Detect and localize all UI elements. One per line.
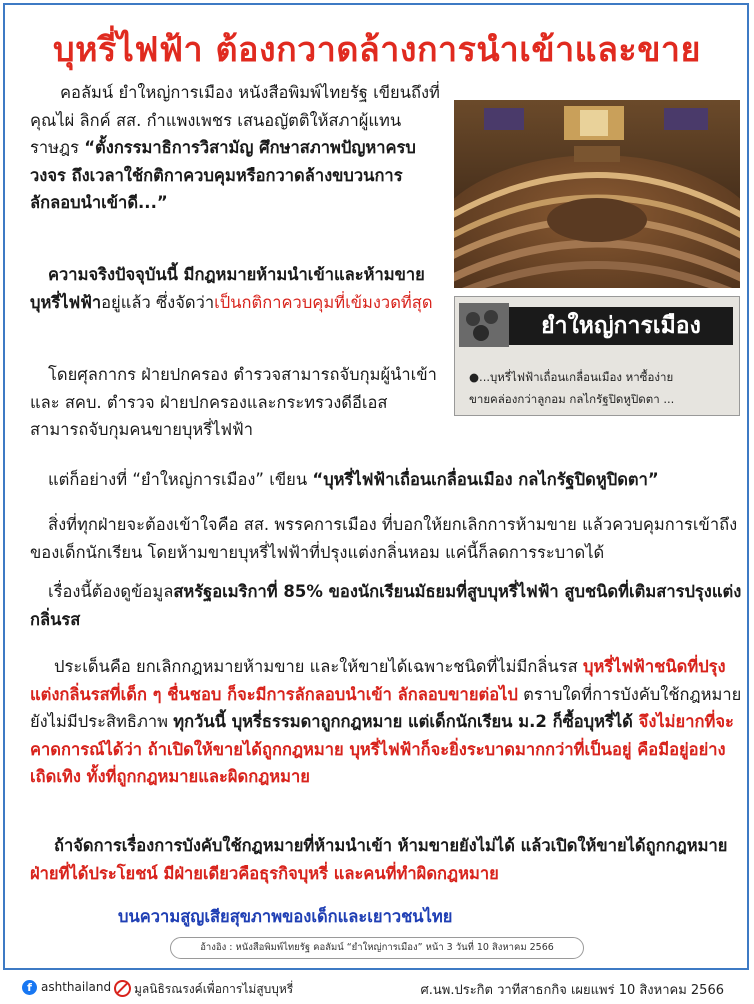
parliament-photo [454, 100, 740, 288]
paragraph-2 [30, 261, 442, 316]
no-smoking-icon [114, 980, 131, 997]
paragraph-4-text: แต่ก็อย่างที่ “ยำใหญ่การเมือง” เขียน [48, 470, 313, 489]
footer [0, 972, 754, 1004]
paragraph-7-text-a: ประเด็นคือ ยกเลิกกฎหมายห้ามขาย และให้ขายได้เฉพาะชนิดที่ไม่มีกลิ่นรส [54, 657, 583, 676]
paragraph-7-text-b: ตราบใดที่การบังคับใช้กฎหมายยังไม่มีประสิทธิภาพ [30, 684, 742, 731]
paragraph-3: โดยศุลกากร ฝ่ายปกครอง ตำรวจสามารถจับกุมผู้นำเข้า และ สคบ. ตำรวจ ฝ่ายปกครองและกระทรวงดีอีเอส สามารถจับกุมคนขายบุหรี่ไฟฟ้า [30, 365, 437, 439]
foundation-name: มูลนิธิรณรงค์เพื่อการไม่สูบบุหรี่ [134, 982, 294, 996]
paragraph-7-bold: ทุกวันนี้ บุหรี่ธรรมดาถูกกฎหมาย แต่เด็กนักเรียน ม.2 ก็ซื้อบุหรี่ได้ [173, 712, 633, 731]
paragraph-1 [30, 79, 442, 217]
paragraph-7-emphasis-a: บุหรี่ไฟฟ้าชนิดที่ปรุงแต่งกลิ่นรสที่เด็ก ๆ ชื่นชอบ ก็จะมีการลักลอบนำเข้า ลักลอบขายต่อไป [30, 657, 726, 704]
facebook-handle[interactable]: ashthailand [41, 980, 112, 994]
paragraph-6-stat: สหรัฐอเมริกาที่ 85% ของนักเรียนมัธยมที่สูบบุหรี่ไฟฟ้า สูบชนิดที่เติมสารปรุงแต่งกลิ่นรส [30, 582, 742, 629]
paragraph-8 [30, 832, 742, 887]
paragraph-1-text: คอลัมน์ ยำใหญ่การเมือง หนังสือพิมพ์ไทยรัฐ เขียนถึงที่คุณไผ่ ลิกค์ สส. กำแพงเพชร เสนอญัตติให้สภาผู้แทนราษฎร [30, 83, 440, 157]
paragraph-2-emphasis: เป็นกติกาควบคุมที่เข้มงวดที่สุด [214, 292, 433, 312]
article-title: บุหรี่ไฟฟ้า ต้องกวาดล้างการนำเข้าและขาย [53, 30, 701, 70]
paragraph-8-text: ถ้าจัดการเรื่องการบังคับใช้กฎหมายที่ห้ามนำเข้า ห้ามขายยังไม่ได้ แล้วเปิดให้ขายได้ถูกกฎหมาย [54, 836, 728, 855]
paragraph-5: สิ่งที่ทุกฝ่ายจะต้องเข้าใจคือ สส. พรรคการเมือง ที่บอกให้ยกเลิกการห้ามขาย แล้วควบคุมการเข้าถึงของเด็กนักเรียน โดยห้ามขายบุหรี่ไฟฟ้าที่ปรุงแต่งกลิ่นหอม แค่นี้ก็ลดการระบาดได้ [30, 515, 738, 562]
paragraph-1-quote: “ตั้งกรรมาธิการวิสามัญ ศึกษาสภาพปัญหาครบวงจร ถึงเวลาใช้กติกาควบคุมหรือกวาดล้างขบวนการลักลอบนำเข้าดี...” [30, 138, 416, 212]
paragraph-7-emphasis-b: จึงไม่ยากที่จะคาดการณ์ได้ว่า ถ้าเปิดให้ขายได้ถูกกฎหมาย บุหรี่ไฟฟ้าก็จะยิ่งระบาดมากกว่าที่เป็นอยู่ คือมีอยู่อย่างเถิดเทิง ทั้งที่ถูกกฎหมายและผิดกฎหมาย [30, 712, 734, 786]
paragraph-8-emphasis: ฝ่ายที่ได้ประโยชน์ มีฝ่ายเดียวคือธุรกิจบุหรี่ และคนที่ทำผิดกฎหมาย [30, 863, 499, 883]
paragraph-6 [30, 578, 742, 633]
author-credit: ศ.นพ.ประกิต วาทีสาธกกิจ เผยแพร่ 10 สิงหาคม 2566 [420, 983, 724, 998]
paragraph-2-law: ความจริงปัจจุบันนี้ มีกฎหมายห้ามนำเข้าและห้ามขายบุหรี่ไฟฟ้า [30, 265, 425, 312]
paragraph-2-text: อยู่แล้ว ซึ่งจัดว่า [101, 292, 215, 312]
paragraph-6-text: เรื่องนี้ต้องดูข้อมูล [48, 582, 174, 601]
clipping-line-1: ●...บุหรี่ไฟฟ้าเถื่อนเกลื่อนเมือง หาซื้อง่าย [469, 370, 674, 384]
paragraph-7 [30, 653, 742, 791]
facebook-icon[interactable]: f [22, 980, 37, 995]
clipping-line-2: ขายคล่องกว่าลูกอม กลไกรัฐปิดหูปิดตา ... [469, 392, 675, 406]
paragraph-4 [30, 466, 742, 494]
paragraph-4-quote: “บุหรี่ไฟฟ้าเถื่อนเกลื่อนเมือง กลไกรัฐปิดหูปิดตา” [312, 470, 659, 489]
reference-box: อ้างอิง : หนังสือพิมพ์ไทยรัฐ คอลัมน์ “ยำใหญ่การเมือง” หน้า 3 วันที่ 10 สิงหาคม 2566 [170, 937, 584, 959]
clipping-banner: ยำใหญ่การเมือง [509, 307, 733, 345]
newspaper-clipping [454, 296, 740, 416]
closing-line: บนความสูญเสียสุขภาพของเด็กและเยาวชนไทย [118, 907, 453, 926]
